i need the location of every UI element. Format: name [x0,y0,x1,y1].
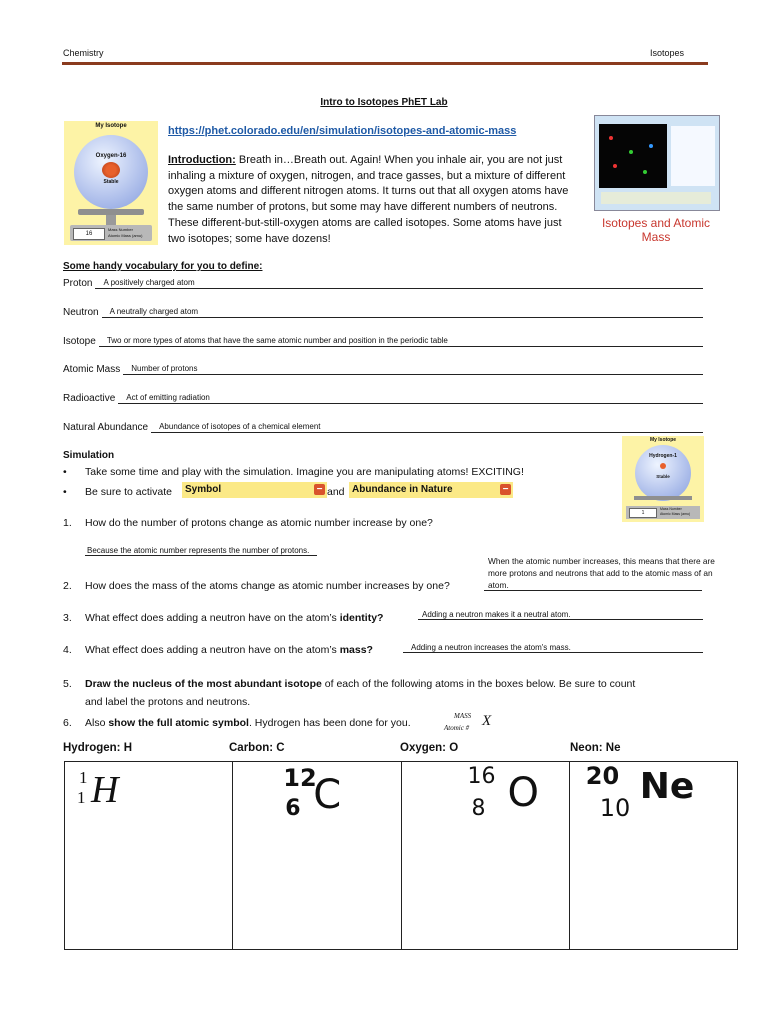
phet-link[interactable]: https://phet.colorado.edu/en/simulation/isotopes-and-atomic-mass [168,125,517,137]
bullet-and: and [327,486,345,498]
vocab-term: Proton [63,278,93,289]
question-4: 4. What effect does adding a neutron have on the atom’s mass? [63,644,373,656]
small-isotope-status: Stable [656,474,670,479]
question-1: 1. How do the number of protons change as atomic number increase by one? [63,517,433,529]
carbon-mass: 12 [283,764,317,792]
minus-icon: − [314,484,325,495]
symbol-toggle-label: Symbol [185,484,222,495]
bullet-play-text: Take some time and play with the simulation. Imagine you are manipulating atoms! EXCITING! [85,466,524,478]
mass-readout: 16 [73,228,105,240]
vocab-answer-line[interactable] [102,305,703,318]
neon-mass: 20 [585,762,620,790]
simulation-screenshot [594,115,720,211]
hydrogen-symbol: H [91,769,119,811]
legend-atomic-mass: Atomic Mass (amu) [108,233,143,238]
sim-play-area [599,124,667,188]
carbon-symbol: C [313,772,342,818]
intro-paragraph [168,153,578,247]
small-mass-readout: 1 [629,508,657,518]
box-oxygen[interactable] [402,762,570,949]
vocab-answer-line[interactable] [99,334,703,347]
header-topic: Isotopes [650,48,685,58]
vocab-answer-line[interactable] [95,276,703,289]
my-isotope-image [64,121,158,245]
symbol-notation: MASS Atomic # X [444,712,492,732]
element-label-oxygen: Oxygen: O [400,742,459,754]
vocab-row-natural-abundance [63,420,703,433]
intro-label: Introduction: [168,154,236,166]
hydrogen-atomic: 1 [77,788,86,807]
vocab-answer-line[interactable] [151,420,703,433]
question-3: 3. What effect does adding a neutron have on the atom’s identity? [63,612,384,624]
abundance-toggle-label: Abundance in Nature [352,484,453,495]
vocab-term: Neutron [63,307,99,318]
vocab-row-neutron [63,305,703,318]
nucleus-icon [102,162,120,178]
vocab-answer: A neutrally charged atom [109,307,199,316]
legend-mass-number: Mass Number [660,507,682,511]
scale-base [70,225,152,241]
sim-caption: Isotopes and Atomic Mass [601,216,711,244]
minus-icon: − [500,484,511,495]
vocab-term: Isotope [63,336,96,347]
answer-2-text: When the atomic number increases, this means that there are more protons and neutrons that add to the atomic mass of an atom. [488,556,715,590]
small-isotope-element: Hydrogen-1 [649,453,677,459]
abundance-toggle[interactable] [349,482,513,498]
intro-text: Breath in…Breath out. Again! When you inhale air, you are not just inhaling a mixture of oxygen, nitrogen, and trace gasses, but a mixture of different oxygen atoms and different nitrogen atoms. It turns out that all oxygen atoms have the same number of protons, but some may have different numbers of neutrons. These different-but-still-oxygen atoms are called isotopes. Some atoms have just two isotopes; some have dozens! [168,154,569,245]
vocab-row-proton [63,276,703,289]
vocab-answer: A positively charged atom [103,278,195,287]
isotope-status: Stable [103,179,119,185]
symbol-toggle[interactable] [182,482,327,498]
bullet-activate-text: Be sure to activate [85,486,172,498]
oxygen-symbol: O [507,770,539,816]
scale-top [634,496,692,500]
vocab-answer: Abundance of isotopes of a chemical element [159,422,321,431]
hydrogen-isotope-image [622,436,704,522]
bullet-activate: • Be sure to activate [63,486,172,498]
vocab-answer: Number of protons [131,364,198,373]
element-label-carbon: Carbon: C [229,742,285,754]
proton-icon [660,463,666,469]
box-hydrogen[interactable] [65,762,233,949]
question-5: 5. Draw the nucleus of the most abundant isotope of each of the following atoms in the boxes below. Be sure to count and label the protons and neutrons. [63,678,636,708]
legend-atomic-mass: Atomic Mass (amu) [660,512,691,516]
header-rule [62,62,708,65]
vocab-term: Radioactive [63,393,116,404]
vocab-heading: Some handy vocabulary for you to define: [63,261,263,272]
carbon-atomic: 6 [285,796,301,821]
sim-side-panel [671,126,715,186]
isotope-element: Oxygen-16 [95,153,127,159]
vocab-row-isotope [63,334,703,347]
oxygen-mass: 16 [467,764,496,789]
small-isotope-title: My Isotope [649,437,677,443]
element-label-neon: Neon: Ne [570,742,621,754]
legend-mass-number: Mass Number [108,227,133,232]
answer-4[interactable]: Adding a neutron increases the atom's mass. [403,643,703,653]
question-2: 2. How does the mass of the atoms change as atomic number increases by one? [63,580,450,592]
scale-stem [106,215,116,225]
hydrogen-mass: 1 [79,768,88,787]
vocab-term: Natural Abundance [63,422,149,433]
neon-symbol: Ne [639,766,695,807]
element-label-hydrogen: Hydrogen: H [63,742,132,754]
simulation-heading: Simulation [63,450,115,461]
neon-atomic: 10 [599,794,631,822]
bullet-play: • Take some time and play with the simulation. Imagine you are manipulating atoms! EXCITING! [63,466,524,478]
vocab-answer: Act of emitting radiation [126,393,210,402]
box-neon[interactable] [570,762,737,949]
vocab-term: Atomic Mass [63,364,121,375]
question-6: 6. Also show the full atomic symbol. Hydrogen has been done for you. [63,717,411,729]
answer-2-line[interactable] [484,590,702,591]
vocab-row-atomic-mass [63,362,703,375]
oxygen-atomic: 8 [471,796,486,821]
sim-bucket-row [601,192,711,204]
page-title: Intro to Isotopes PhET Lab [320,97,448,108]
vocab-answer-line[interactable] [123,362,703,375]
header-subject: Chemistry [63,48,104,58]
vocab-answer: Two or more types of atoms that have the same atomic number and position in the periodic table [106,336,448,345]
answer-1[interactable]: Because the atomic number represents the number of protons. [85,546,317,556]
scale-base [626,506,700,519]
my-isotope-title: My Isotope [95,123,127,129]
vocab-row-radioactive [63,391,703,404]
vocab-answer-line[interactable] [118,391,703,404]
box-carbon[interactable] [233,762,401,949]
answer-3[interactable]: Adding a neutron makes it a neutral atom. [418,610,703,620]
element-boxes [64,761,738,950]
